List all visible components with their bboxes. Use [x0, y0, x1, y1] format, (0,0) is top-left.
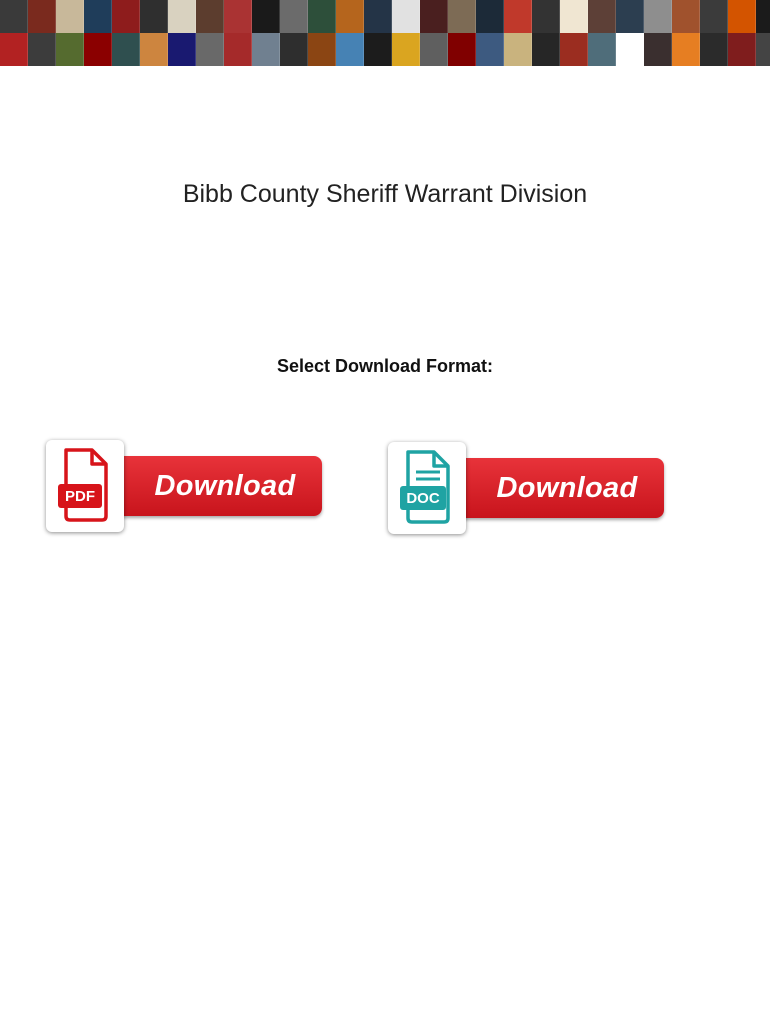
banner-tile — [420, 0, 448, 33]
banner-tile — [644, 0, 672, 33]
banner-tile — [0, 0, 28, 33]
banner-tile — [364, 0, 392, 33]
banner-tile — [700, 0, 728, 33]
banner-tile — [756, 0, 770, 33]
banner-tile — [28, 0, 56, 33]
banner-tile — [112, 0, 140, 33]
banner-tile — [280, 33, 308, 66]
download-pdf-bar[interactable] — [106, 456, 322, 516]
banner-tile — [644, 33, 672, 66]
banner-tile — [224, 0, 252, 33]
banner-tile — [448, 33, 476, 66]
banner-tile — [364, 33, 392, 66]
banner-tile — [504, 0, 532, 33]
download-doc-button[interactable] — [388, 442, 678, 538]
banner-tile — [224, 33, 252, 66]
banner-tile — [532, 0, 560, 33]
banner-tile — [504, 33, 532, 66]
download-doc-bar[interactable] — [448, 458, 664, 518]
banner-tile — [280, 0, 308, 33]
banner-tile — [56, 0, 84, 33]
download-doc-label: Download — [496, 471, 638, 504]
banner-tile — [84, 0, 112, 33]
banner-tile — [336, 33, 364, 66]
format-prompt: Select Download Format: — [276, 356, 494, 376]
banner-tile — [84, 33, 112, 66]
banner-tile — [672, 0, 700, 33]
download-pdf-button[interactable] — [46, 440, 336, 536]
banner-tile — [728, 0, 756, 33]
doc-file-icon[interactable] — [388, 442, 466, 534]
banner-tile — [336, 0, 364, 33]
banner-tile — [476, 0, 504, 33]
banner-tile — [28, 33, 56, 66]
banner-tile — [560, 0, 588, 33]
banner-tile — [392, 33, 420, 66]
banner-tile — [252, 0, 280, 33]
doc-icon-label: DOC — [406, 490, 440, 507]
banner-tile — [420, 33, 448, 66]
banner-tile — [588, 33, 616, 66]
banner-row-bottom — [0, 33, 770, 66]
pdf-file-icon[interactable] — [46, 440, 124, 532]
banner-tile — [196, 33, 224, 66]
header-banner — [0, 0, 770, 66]
banner-tile — [756, 33, 770, 66]
banner-tile — [308, 0, 336, 33]
banner-tile — [140, 0, 168, 33]
pdf-icon-label: PDF — [65, 488, 95, 505]
banner-tile — [560, 33, 588, 66]
banner-tile — [392, 0, 420, 33]
download-pdf-label: Download — [154, 469, 296, 502]
banner-tile — [112, 33, 140, 66]
banner-row-top — [0, 0, 770, 33]
banner-tile — [588, 0, 616, 33]
banner-tile — [532, 33, 560, 66]
banner-tile — [196, 0, 224, 33]
banner-tile — [616, 33, 644, 66]
banner-tile — [308, 33, 336, 66]
banner-tile — [476, 33, 504, 66]
banner-tile — [168, 0, 196, 33]
banner-tile — [56, 33, 84, 66]
banner-tile — [700, 33, 728, 66]
banner-tile — [672, 33, 700, 66]
banner-tile — [140, 33, 168, 66]
page-title: Bibb County Sheriff Warrant Division — [182, 180, 588, 208]
banner-tile — [252, 33, 280, 66]
banner-tile — [616, 0, 644, 33]
banner-tile — [448, 0, 476, 33]
banner-tile — [728, 33, 756, 66]
banner-tile — [0, 33, 28, 66]
banner-tile — [168, 33, 196, 66]
